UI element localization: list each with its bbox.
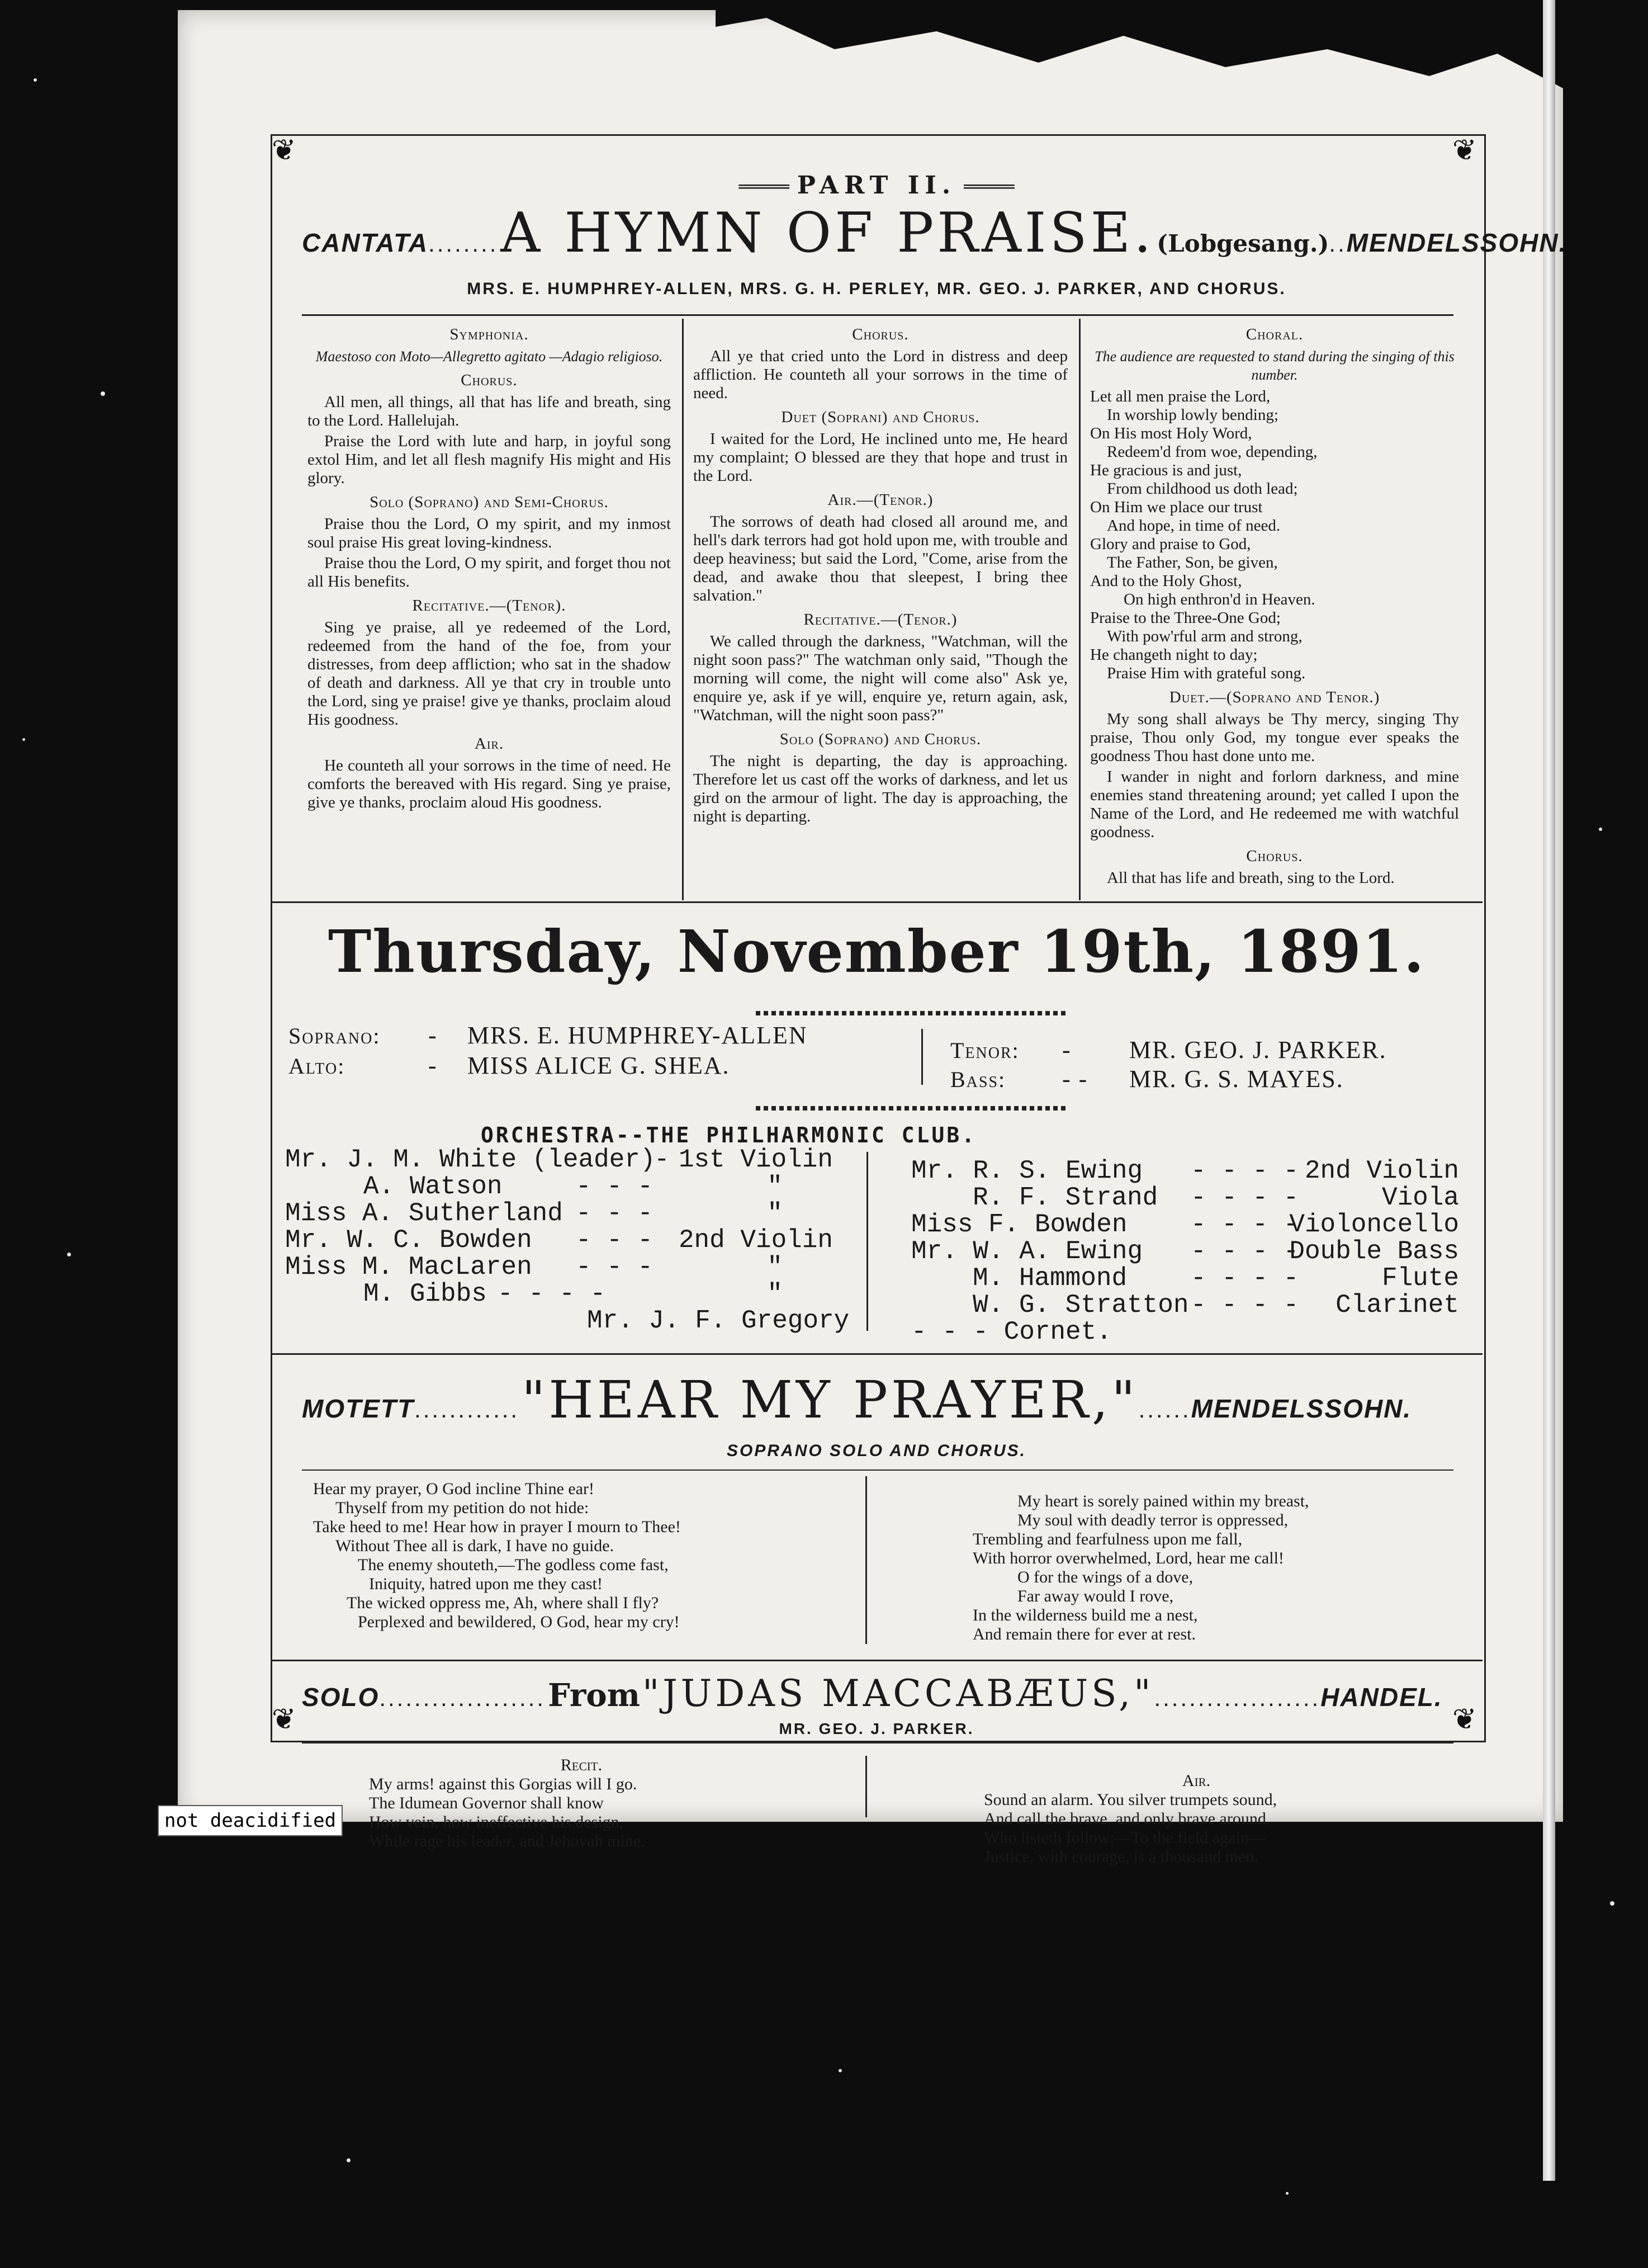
verse-line: My soul with deadly terror is oppressed, [1017,1511,1289,1529]
section-heading: Air. [1182,1771,1211,1790]
orchestra-left-list [285,1145,850,1335]
orchestra-member: Mr. J. M. White (leader) - 1st Violin [285,1145,833,1174]
verse-line: Justice, with courage, is a thousand men. [984,1848,1258,1866]
verse-line: Iniquity, hatred upon me they cast! [369,1575,603,1593]
cantata-column-3 [1090,320,1459,890]
verse-line: With horror overwhelmed, Lord, hear me call! [973,1549,1284,1567]
motett-title: "HEAR MY PRAYER," [522,1370,1139,1430]
column-divider [865,1756,867,1817]
cantata-subtitle: (Lobgesang.) [1157,230,1329,257]
column-divider [1079,319,1081,900]
cantata-title-row [302,201,1568,265]
cantata-column-1 [307,320,671,814]
divider [302,1742,1453,1743]
cast-dash: - - [1062,1065,1088,1093]
lyric-paragraph: I waited for the Lord, He inclined unto me, He heard my complaint; O blessed are they that hope and trust in the Lord. [693,430,1068,485]
lyric-paragraph: The night is departing, the day is approaching. Therefore let us cast off the works of darkness, and let us gird on the armour of light. The day is approaching, the night is departing. [693,752,1068,825]
solo-title: "JUDAS MACCABÆUS," [642,1672,1154,1715]
cast-name: MR. G. S. MAYES. [1129,1065,1344,1093]
verse-line: Praise Him with grateful song. [1107,664,1306,682]
divider [271,1353,1483,1355]
solo-from: From [548,1677,640,1714]
divider [302,314,1453,316]
section-heading: Duet.—(Soprano and Tenor.) [1169,688,1380,706]
lyric-paragraph: The sorrows of death had closed all around me, and hell's dark terrors had got hold upon me, with trouble and deep heaviness; but said the Lord, "Come, arise from the dead, and awake thou that sleepest, I bring thee salvation." [693,513,1068,604]
speck [22,738,25,741]
lyric-paragraph: Sing ye praise, all ye redeemed of the Lord, redeemed from the hand of the foe, from your distresses, from deep affliction; who sat in the shadow of death and darkness. All ye that cry in trouble unto the Lord, sing ye praise! give ye thanks, proclaim aloud His goodness. [307,618,671,729]
section-heading: Chorus. [461,371,518,389]
solo-title-row [302,1672,1470,1715]
cast-bass [950,1065,1344,1093]
orchestra-right-list [911,1157,1459,1345]
cast-role: Tenor: [950,1038,1020,1063]
section-heading: Duet (Soprani) and Chorus. [781,408,980,426]
leader-dots: ................... [379,1685,546,1711]
lyric-paragraph: All men, all things, all that has life and breath, sing to the Lord. Hallelujah. [307,393,671,429]
verse-line: Thyself from my petition do not hide: [335,1499,589,1517]
section-heading: Air. [474,735,504,753]
orchestra-member: W. G. Stratton - - - - Clarinet [973,1291,1459,1320]
speck [839,2069,842,2072]
cantata-composer: MENDELSSOHN. [1346,228,1568,257]
verse-line: How vein, how ineffective his design, [369,1813,624,1831]
speck [347,2158,351,2162]
verse-line: While rage his leader, and Jehovah mine. [369,1832,645,1850]
verse-line: On Him we place our trust [1090,498,1263,516]
verse-line: Trembling and fearfulness upon me fall, [973,1530,1243,1548]
motett-label: MOTETT [302,1394,415,1423]
verse-line: He changeth night to day; [1090,646,1258,664]
lyric-paragraph: All that has life and breath, sing to the Lord. [1107,869,1395,887]
speck [1286,2192,1289,2195]
lyric-paragraph: We called through the darkness, "Watchman, will the night soon pass?" The watchman only said, "Though the morning will come, the night will come also" Ask ye, enquire ye, ask if ye will, enquire ye, return again, ask, "Watchman, will the night soon pass?" [693,632,1068,724]
verse-line: Take heed to me! Hear how in prayer I mourn to Thee! [313,1518,681,1536]
verse-line: Sound an alarm. You silver trumpets sound, [984,1790,1277,1809]
section-heading: Recitative.—(Tenor.) [803,611,958,629]
solo-recit [369,1756,794,1851]
cast-name: MRS. E. HUMPHREY-ALLEN [467,1022,808,1049]
verse-line: On His most Holy Word, [1090,424,1252,442]
lyric-paragraph: Praise thou the Lord, O my spirit, and forget thou not all His benefits. [307,554,671,590]
cast-soprano [288,1021,808,1050]
verse-line: The Idumean Governor shall know [369,1794,604,1812]
orchestra-member: A. Watson - - - " [363,1172,783,1201]
solo-air [984,1771,1409,1867]
motett-subtitle: SOPRANO SOLO AND CHORUS. [727,1442,1026,1460]
orchestra-member: Miss A. Sutherland - - - " [285,1199,783,1228]
verse-line: My arms! against this Gorgias will I go. [369,1775,637,1793]
verse-line: Without Thee all is dark, I have no guide. [335,1537,614,1555]
cast-role: Bass: [950,1067,1006,1092]
lyric-paragraph: All ye that cried unto the Lord in distress and deep affliction. He counteth all your sorrows in the time of need. [693,347,1068,402]
corner-ornament-icon: ❦ [272,1704,296,1736]
cantata-title: A HYMN OF PRAISE. [500,201,1155,265]
cast-role: Soprano: [288,1023,381,1048]
section-heading: Chorus. [852,325,909,343]
orchestra-member: Mr. W. C. Bowden - - - 2nd Violin [285,1226,833,1255]
column-divider [682,319,684,900]
verse-line: Redeem'd from woe, depending, [1107,443,1318,461]
cast-dash: - [428,1052,438,1079]
cast-name: MISS ALICE G. SHEA. [467,1052,730,1079]
verse-line: The wicked oppress me, Ah, where shall I fly? [347,1594,659,1612]
page-spine [1543,0,1555,2181]
section-heading: Solo (Soprano) and Semi-Chorus. [370,493,609,511]
verse-line: In worship lowly bending; [1107,406,1278,424]
cast-dash: - [1062,1036,1072,1064]
cantata-column-2 [693,320,1068,828]
section-heading: Air.—(Tenor.) [827,491,934,509]
leader-dots: .. [1329,230,1347,257]
cast-alto [288,1051,730,1080]
verse-line: And call the brave, and only brave around, [984,1809,1271,1828]
corner-ornament-icon: ❦ [1452,1704,1477,1736]
cast-tenor [950,1036,1387,1064]
verse-line: And hope, in time of need. [1107,517,1281,535]
motett-composer: MENDELSSOHN. [1191,1394,1412,1423]
verse-line: O for the wings of a dove, [1017,1568,1194,1586]
cast-role: Alto: [288,1053,345,1079]
divider [271,901,1483,903]
lyric-paragraph: My song shall always be Thy mercy, singing Thy praise, Thou only God, my tongue ever speaks the goodness Thou hast done unto me. [1090,710,1459,765]
verse-line: With pow'rful arm and strong, [1107,627,1303,645]
verse-line: Let all men praise the Lord, [1090,388,1271,405]
verse-line: And to the Holy Ghost, [1090,572,1242,590]
orchestra-member: M. Gibbs - - - - " [363,1279,783,1308]
divider [302,1470,1453,1471]
verse-line: Glory and praise to God, [1090,535,1251,553]
speck [1599,828,1602,831]
cast-divider [921,1029,923,1085]
motett-title-row [302,1370,1470,1430]
leader-dots: ................... [1154,1685,1321,1711]
section-heading: Recit. [560,1756,603,1774]
motett-left-verse [313,1480,850,1632]
verse-line: The Father, Son, be given, [1107,554,1278,571]
verse-line: The enemy shouteth,—The godless come fast, [358,1556,669,1574]
verse-line: He gracious is and just, [1090,461,1242,479]
speck [67,1253,71,1256]
corner-ornament-icon: ❦ [272,135,296,167]
orchestra-member: - - - Cornet. [911,1317,1112,1346]
lyric-paragraph: Praise thou the Lord, O my spirit, and my inmost soul praise His great loving-kindness. [307,515,671,551]
column-divider [865,1476,867,1644]
verse-line: Praise to the Three-One God; [1090,609,1281,627]
audience-note: The audience are requested to stand during the singing of this number. [1095,348,1455,383]
section-heading: Chorus. [1246,847,1303,865]
orchestra-member: Mr. J. F. Gregory [587,1306,850,1335]
orchestra-divider [866,1152,868,1331]
solo-performer: MR. GEO. J. PARKER. [779,1720,974,1737]
lyric-paragraph: I wander in night and forlorn darkness, and mine enemies stand threatening around; yet called I upon the Name of the Lord, and He redeemed me with watchful goodness. [1090,768,1459,841]
verse-line: My heart is sorely pained within my breast, [1017,1492,1309,1510]
orchestra-member: M. Hammond - - - - Flute [973,1264,1459,1293]
tempo-marking: Maestoso con Moto—Allegretto agitato —Adagio religioso. [315,348,663,365]
archive-stamp: not deacidified [158,1805,343,1836]
orchestra-title: ORCHESTRA--THE PHILHARMONIC CLUB. [481,1123,977,1147]
orchestra-member: R. F. Strand - - - - Viola [973,1183,1459,1212]
leader-dots: ........ [428,230,499,257]
speck [34,78,37,82]
verse-line: On high enthron'd in Heaven. [1124,590,1315,608]
section-heading: Symphonia. [449,325,529,343]
lyric-paragraph: Praise the Lord with lute and harp, in joyful song extol Him, and let all flesh magnify His might and His glory. [307,432,671,487]
dotted-rule [756,1011,1069,1015]
concert-date: Thursday, November 19th, 1891. [328,917,1426,986]
section-heading: Solo (Soprano) and Chorus. [779,730,982,748]
leader-dots: ...... [1138,1396,1191,1423]
speck [101,391,105,396]
verse-line: In the wilderness build me a nest, [973,1606,1198,1624]
verse-line: From childhood us doth lead; [1107,480,1298,498]
speck [1610,1901,1614,1906]
verse-line: Hear my prayer, O God incline Thine ear! [313,1480,595,1498]
leader-dots: ............ [414,1396,520,1423]
solo-composer: HANDEL. [1320,1683,1443,1712]
corner-ornament-icon: ❦ [1452,135,1477,167]
orchestra-member: Miss M. MacLaren - - - " [285,1253,783,1282]
cast-dash: - [428,1022,438,1049]
verse-line: And remain there for ever at rest. [973,1625,1196,1643]
dotted-rule [756,1106,1069,1111]
part-heading: ═════ PART II. ═════ [271,171,1483,200]
lyric-paragraph: He counteth all your sorrows in the time of need. He comforts the bereaved with His regard. Sing ye praise, give ye thanks, proclaim aloud His goodness. [307,757,671,811]
motett-right-verse [973,1492,1453,1644]
orchestra-member: Mr. W. A. Ewing - - - - Double Bass [911,1237,1459,1266]
solo-label: SOLO [302,1683,380,1712]
divider [271,1660,1483,1661]
verse-line: Far away would I rove, [1017,1587,1174,1605]
section-heading: Choral. [1246,325,1304,343]
orchestra-member: Mr. R. S. Ewing - - - - 2nd Violin [911,1156,1459,1185]
cantata-label: CANTATA [302,228,429,257]
verse-line: Perplexed and bewildered, O God, hear my cry! [358,1613,680,1631]
orchestra-member: Miss F. Bowden - - - - Violoncello [911,1210,1459,1239]
cast-name: MR. GEO. J. PARKER. [1129,1036,1387,1064]
section-heading: Recitative.—(Tenor). [412,597,566,615]
cantata-performers: MRS. E. HUMPHREY-ALLEN, MRS. G. H. PERLEY, MR. GEO. J. PARKER, AND CHORUS. [467,280,1286,298]
verse-line: Who listeth follow:—To the field again— [984,1828,1266,1847]
